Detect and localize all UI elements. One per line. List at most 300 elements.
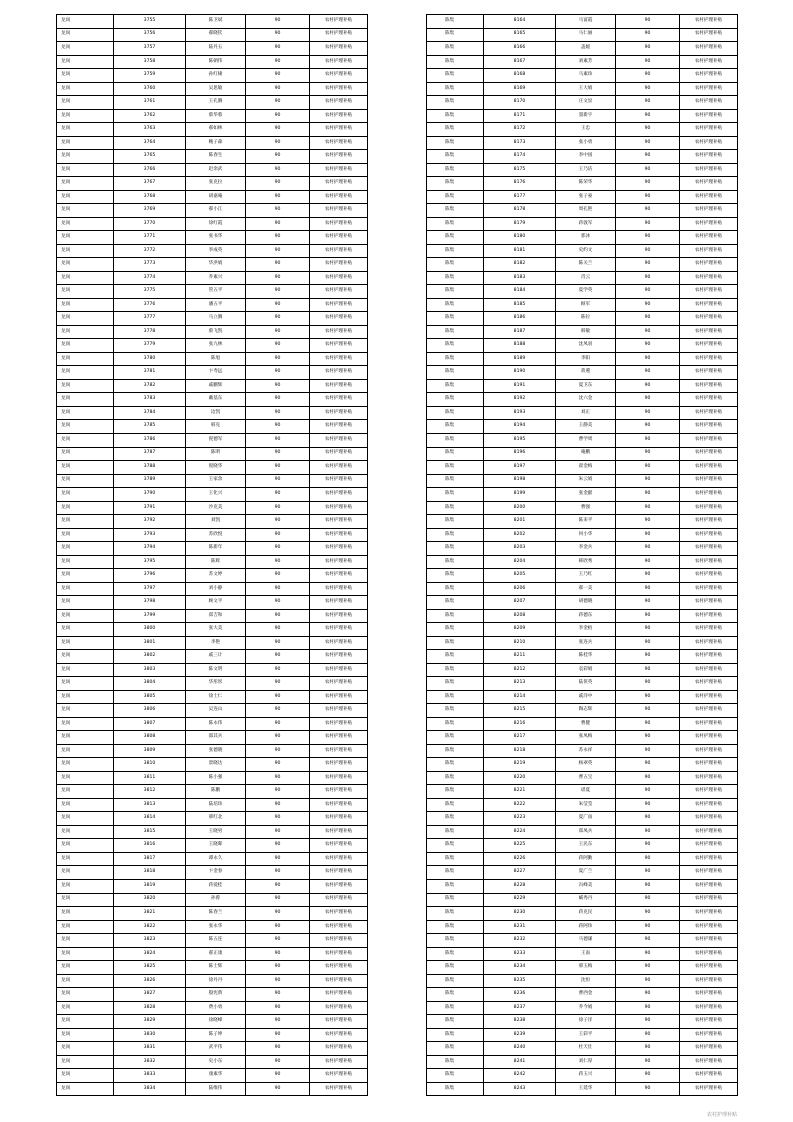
cell-name: 蒋敦军 <box>556 217 616 231</box>
table-row <box>57 163 368 177</box>
cell-town: 龙岗 <box>57 515 114 529</box>
cell-type: 农村护理补贴 <box>680 461 738 475</box>
cell-town: 陈集 <box>427 204 484 218</box>
cell-type: 农村护理补贴 <box>680 177 738 191</box>
cell-id: 3825 <box>114 961 186 975</box>
cell-amount: 90 <box>246 947 310 961</box>
table-row <box>427 812 738 826</box>
cell-amount: 90 <box>616 893 680 907</box>
table-row <box>427 934 738 948</box>
table-row <box>57 406 368 420</box>
cell-id: 3802 <box>114 650 186 664</box>
cell-amount: 90 <box>246 907 310 921</box>
cell-type: 农村护理补贴 <box>310 69 368 83</box>
cell-id: 3763 <box>114 123 186 137</box>
cell-name: 王民东 <box>556 839 616 853</box>
cell-amount: 90 <box>246 812 310 826</box>
cell-name: 夏广雨 <box>556 812 616 826</box>
cell-type: 农村护理补贴 <box>310 785 368 799</box>
cell-amount: 90 <box>616 528 680 542</box>
cell-type: 农村护理补贴 <box>310 920 368 934</box>
cell-amount: 90 <box>616 961 680 975</box>
cell-name: 王家余 <box>186 474 246 488</box>
cell-town: 陈集 <box>427 947 484 961</box>
cell-id: 8214 <box>484 690 556 704</box>
cell-id: 3817 <box>114 852 186 866</box>
cell-name: 陆侠英 <box>556 677 616 691</box>
cell-type: 农村护理补贴 <box>680 717 738 731</box>
cell-name: 刘小静 <box>186 582 246 596</box>
cell-id: 3762 <box>114 109 186 123</box>
cell-amount: 90 <box>616 934 680 948</box>
table-row <box>57 582 368 596</box>
cell-id: 8194 <box>484 420 556 434</box>
cell-id: 3803 <box>114 663 186 677</box>
cell-type: 农村护理补贴 <box>310 528 368 542</box>
cell-town: 龙岗 <box>57 961 114 975</box>
table-row <box>57 961 368 975</box>
cell-id: 8226 <box>484 852 556 866</box>
cell-name: 邢玉梅 <box>556 961 616 975</box>
cell-id: 8181 <box>484 244 556 258</box>
cell-id: 8229 <box>484 893 556 907</box>
table-row <box>427 758 738 772</box>
table-row <box>427 271 738 285</box>
cell-name: 戚鹏辉 <box>186 379 246 393</box>
table-row <box>427 447 738 461</box>
cell-type: 农村护理补贴 <box>680 542 738 556</box>
cell-name: 陈鹏 <box>186 785 246 799</box>
table-row <box>427 663 738 677</box>
cell-type: 农村护理补贴 <box>310 461 368 475</box>
cell-amount: 90 <box>246 704 310 718</box>
cell-id: 3820 <box>114 893 186 907</box>
cell-name: 徐丹丹 <box>186 974 246 988</box>
cell-amount: 90 <box>246 366 310 380</box>
cell-id: 8196 <box>484 447 556 461</box>
cell-name: 张凤梅 <box>556 731 616 745</box>
cell-id: 8205 <box>484 569 556 583</box>
table-row <box>427 1069 738 1083</box>
cell-type: 农村护理补贴 <box>680 447 738 461</box>
cell-amount: 90 <box>616 947 680 961</box>
cell-type: 农村护理补贴 <box>680 406 738 420</box>
cell-town: 陈集 <box>427 758 484 772</box>
cell-amount: 90 <box>616 501 680 515</box>
table-row <box>427 474 738 488</box>
table-row <box>57 1055 368 1069</box>
cell-town: 陈集 <box>427 488 484 502</box>
cell-amount: 90 <box>616 744 680 758</box>
cell-id: 3791 <box>114 501 186 515</box>
cell-name: 夏学英 <box>556 285 616 299</box>
table-row <box>57 28 368 42</box>
table-row <box>427 623 738 637</box>
table-row <box>427 204 738 218</box>
cell-town: 陈集 <box>427 744 484 758</box>
cell-type: 农村护理补贴 <box>310 15 368 29</box>
table-row <box>57 420 368 434</box>
cell-name: 史小东 <box>186 1055 246 1069</box>
cell-name: 王晓晖 <box>186 839 246 853</box>
cell-amount: 90 <box>246 839 310 853</box>
cell-amount: 90 <box>616 636 680 650</box>
cell-type: 农村护理补贴 <box>680 623 738 637</box>
cell-id: 3809 <box>114 744 186 758</box>
cell-id: 8167 <box>484 55 556 69</box>
cell-name: 张永华 <box>186 920 246 934</box>
left-subsidy-table <box>56 14 368 1096</box>
cell-id: 8184 <box>484 285 556 299</box>
cell-amount: 90 <box>616 907 680 921</box>
watermark: 农村护理补贴 <box>706 1112 737 1118</box>
cell-type: 农村护理补贴 <box>680 379 738 393</box>
cell-type: 农村护理补贴 <box>680 488 738 502</box>
cell-id: 8188 <box>484 339 556 353</box>
cell-id: 8201 <box>484 515 556 529</box>
cell-type: 农村护理补贴 <box>680 758 738 772</box>
cell-name: 郑吉和 <box>186 609 246 623</box>
cell-type: 农村护理补贴 <box>310 474 368 488</box>
cell-amount: 90 <box>246 136 310 150</box>
table-row <box>57 852 368 866</box>
table-row <box>57 433 368 447</box>
cell-type: 农村护理补贴 <box>680 812 738 826</box>
cell-type: 农村护理补贴 <box>310 582 368 596</box>
cell-name: 庵鹏 <box>556 447 616 461</box>
table-row <box>57 1028 368 1042</box>
cell-id: 8199 <box>484 488 556 502</box>
cell-name: 吴连山 <box>186 704 246 718</box>
cell-town: 陈集 <box>427 352 484 366</box>
cell-name: 陈明 <box>186 447 246 461</box>
cell-town: 陈集 <box>427 501 484 515</box>
cell-id: 3831 <box>114 1042 186 1056</box>
cell-type: 农村护理补贴 <box>310 406 368 420</box>
cell-town: 陈集 <box>427 717 484 731</box>
cell-amount: 90 <box>616 663 680 677</box>
cell-amount: 90 <box>246 866 310 880</box>
cell-type: 农村护理补贴 <box>680 920 738 934</box>
cell-amount: 90 <box>616 271 680 285</box>
table-row <box>57 825 368 839</box>
cell-amount: 90 <box>246 1028 310 1042</box>
cell-town: 龙岗 <box>57 812 114 826</box>
cell-name: 苏文婷 <box>186 569 246 583</box>
cell-name: 张九林 <box>186 339 246 353</box>
cell-id: 8237 <box>484 1001 556 1015</box>
cell-town: 陈集 <box>427 1082 484 1096</box>
cell-town: 陈集 <box>427 839 484 853</box>
cell-town: 龙岗 <box>57 717 114 731</box>
cell-amount: 90 <box>246 961 310 975</box>
table-row <box>427 947 738 961</box>
table-row <box>57 271 368 285</box>
cell-name: 张金献 <box>556 488 616 502</box>
table-row <box>427 339 738 353</box>
cell-name: 沈恒 <box>556 974 616 988</box>
cell-name: 马仁丽 <box>556 28 616 42</box>
table-row <box>57 15 368 29</box>
cell-type: 农村护理补贴 <box>680 974 738 988</box>
cell-amount: 90 <box>246 501 310 515</box>
table-row <box>57 785 368 799</box>
cell-town: 龙岗 <box>57 758 114 772</box>
cell-town: 龙岗 <box>57 825 114 839</box>
cell-town: 龙岗 <box>57 839 114 853</box>
cell-amount: 90 <box>616 974 680 988</box>
cell-amount: 90 <box>246 312 310 326</box>
table-row <box>57 663 368 677</box>
cell-name: 倪德军 <box>186 433 246 447</box>
cell-type: 农村护理补贴 <box>310 109 368 123</box>
cell-name: 陈文明 <box>186 663 246 677</box>
table-row <box>57 515 368 529</box>
cell-town: 龙岗 <box>57 312 114 326</box>
cell-id: 8202 <box>484 528 556 542</box>
table-row <box>427 839 738 853</box>
cell-id: 8176 <box>484 177 556 191</box>
cell-name: 殷宪典 <box>186 988 246 1002</box>
cell-town: 龙岗 <box>57 582 114 596</box>
cell-town: 龙岗 <box>57 798 114 812</box>
table-row <box>57 1082 368 1096</box>
table-row <box>427 744 738 758</box>
cell-name: 胡德晓 <box>556 596 616 610</box>
cell-town: 龙岗 <box>57 136 114 150</box>
table-row <box>427 636 738 650</box>
table-row <box>427 542 738 556</box>
cell-id: 8185 <box>484 298 556 312</box>
cell-name: 倪晓华 <box>186 461 246 475</box>
cell-id: 8233 <box>484 947 556 961</box>
table-row <box>427 907 738 921</box>
cell-town: 陈集 <box>427 704 484 718</box>
cell-id: 8209 <box>484 623 556 637</box>
cell-town: 陈集 <box>427 555 484 569</box>
table-row <box>427 1028 738 1042</box>
cell-town: 陈集 <box>427 798 484 812</box>
cell-name: 陈拉 <box>556 312 616 326</box>
cell-amount: 90 <box>246 542 310 556</box>
cell-town: 龙岗 <box>57 785 114 799</box>
cell-amount: 90 <box>246 393 310 407</box>
cell-type: 农村护理补贴 <box>310 798 368 812</box>
cell-id: 3780 <box>114 352 186 366</box>
cell-town: 陈集 <box>427 1042 484 1056</box>
cell-name: 李阳 <box>556 352 616 366</box>
cell-type: 农村护理补贴 <box>310 825 368 839</box>
cell-id: 3768 <box>114 190 186 204</box>
cell-amount: 90 <box>246 285 310 299</box>
cell-id: 8224 <box>484 825 556 839</box>
cell-type: 农村护理补贴 <box>310 177 368 191</box>
cell-id: 3781 <box>114 366 186 380</box>
cell-town: 陈集 <box>427 461 484 475</box>
cell-town: 龙岗 <box>57 488 114 502</box>
cell-type: 农村护理补贴 <box>310 852 368 866</box>
table-row <box>427 231 738 245</box>
cell-id: 3806 <box>114 704 186 718</box>
cell-type: 农村护理补贴 <box>680 82 738 96</box>
cell-id: 8207 <box>484 596 556 610</box>
cell-id: 3782 <box>114 379 186 393</box>
cell-type: 农村护理补贴 <box>680 474 738 488</box>
cell-type: 农村护理补贴 <box>310 204 368 218</box>
cell-name: 顾文平 <box>186 596 246 610</box>
cell-amount: 90 <box>246 325 310 339</box>
cell-amount: 90 <box>616 15 680 29</box>
cell-amount: 90 <box>616 1069 680 1083</box>
cell-type: 农村护理补贴 <box>310 488 368 502</box>
table-row <box>57 528 368 542</box>
table-row <box>427 555 738 569</box>
cell-amount: 90 <box>616 569 680 583</box>
cell-name: 何小华 <box>556 528 616 542</box>
cell-town: 龙岗 <box>57 677 114 691</box>
cell-amount: 90 <box>616 988 680 1002</box>
cell-name: 陈春生 <box>186 150 246 164</box>
cell-type: 农村护理补贴 <box>310 42 368 56</box>
cell-town: 龙岗 <box>57 447 114 461</box>
cell-name: 王大娟 <box>556 82 616 96</box>
cell-name: 陈春兰 <box>186 907 246 921</box>
cell-name: 张连兵 <box>556 636 616 650</box>
cell-name: 杜天壮 <box>556 1042 616 1056</box>
cell-name: 陈子坤 <box>186 1028 246 1042</box>
cell-town: 龙岗 <box>57 474 114 488</box>
cell-type: 农村护理补贴 <box>310 1015 368 1029</box>
cell-town: 陈集 <box>427 1055 484 1069</box>
cell-amount: 90 <box>246 555 310 569</box>
cell-name: 陈关兰 <box>556 258 616 272</box>
cell-amount: 90 <box>616 69 680 83</box>
table-row <box>57 204 368 218</box>
cell-town: 陈集 <box>427 988 484 1002</box>
cell-town: 龙岗 <box>57 204 114 218</box>
cell-town: 龙岗 <box>57 15 114 29</box>
cell-town: 龙岗 <box>57 880 114 894</box>
cell-amount: 90 <box>246 28 310 42</box>
table-row <box>57 69 368 83</box>
table-row <box>57 569 368 583</box>
table-row <box>427 961 738 975</box>
cell-town: 龙岗 <box>57 82 114 96</box>
cell-amount: 90 <box>616 339 680 353</box>
cell-amount: 90 <box>246 109 310 123</box>
cell-type: 农村护理补贴 <box>310 55 368 69</box>
cell-id: 8225 <box>484 839 556 853</box>
cell-amount: 90 <box>616 420 680 434</box>
cell-type: 农村护理补贴 <box>680 731 738 745</box>
cell-amount: 90 <box>616 447 680 461</box>
table-row <box>57 488 368 502</box>
cell-name: 蒋德东 <box>556 609 616 623</box>
cell-amount: 90 <box>616 55 680 69</box>
cell-town: 陈集 <box>427 650 484 664</box>
cell-town: 陈集 <box>427 582 484 596</box>
table-row <box>427 569 738 583</box>
cell-town: 陈集 <box>427 312 484 326</box>
cell-town: 龙岗 <box>57 244 114 258</box>
cell-id: 3810 <box>114 758 186 772</box>
table-row <box>57 920 368 934</box>
cell-amount: 90 <box>246 663 310 677</box>
cell-id: 3798 <box>114 596 186 610</box>
cell-type: 农村护理补贴 <box>310 244 368 258</box>
cell-type: 农村护理补贴 <box>680 204 738 218</box>
cell-town: 陈集 <box>427 474 484 488</box>
left-table-body <box>57 15 368 1096</box>
cell-type: 农村护理补贴 <box>680 650 738 664</box>
cell-amount: 90 <box>246 934 310 948</box>
cell-id: 8198 <box>484 474 556 488</box>
cell-amount: 90 <box>246 515 310 529</box>
cell-town: 龙岗 <box>57 771 114 785</box>
cell-amount: 90 <box>246 190 310 204</box>
cell-town: 龙岗 <box>57 298 114 312</box>
cell-amount: 90 <box>246 785 310 799</box>
cell-amount: 90 <box>246 258 310 272</box>
cell-amount: 90 <box>616 920 680 934</box>
cell-amount: 90 <box>246 636 310 650</box>
cell-town: 陈集 <box>427 136 484 150</box>
cell-id: 3771 <box>114 231 186 245</box>
cell-type: 农村护理补贴 <box>680 1001 738 1015</box>
cell-town: 陈集 <box>427 920 484 934</box>
cell-id: 8213 <box>484 677 556 691</box>
table-row <box>57 839 368 853</box>
cell-id: 3834 <box>114 1082 186 1096</box>
cell-type: 农村护理补贴 <box>310 298 368 312</box>
cell-type: 农村护理补贴 <box>310 988 368 1002</box>
cell-town: 陈集 <box>427 433 484 447</box>
cell-town: 陈集 <box>427 731 484 745</box>
cell-town: 陈集 <box>427 69 484 83</box>
cell-name: 乔今娟 <box>556 1001 616 1015</box>
cell-town: 龙岗 <box>57 393 114 407</box>
cell-type: 农村护理补贴 <box>680 42 738 56</box>
cell-type: 农村护理补贴 <box>310 555 368 569</box>
cell-id: 3814 <box>114 812 186 826</box>
cell-amount: 90 <box>616 798 680 812</box>
cell-town: 龙岗 <box>57 123 114 137</box>
cell-name: 费小勇 <box>186 1001 246 1015</box>
cell-name: 蔡飞凯 <box>186 325 246 339</box>
cell-town: 陈集 <box>427 1069 484 1083</box>
right-table-body <box>427 15 738 1096</box>
cell-type: 农村护理补贴 <box>310 744 368 758</box>
cell-type: 农村护理补贴 <box>310 690 368 704</box>
cell-town: 陈集 <box>427 907 484 921</box>
table-row <box>57 974 368 988</box>
cell-id: 3823 <box>114 934 186 948</box>
cell-town: 龙岗 <box>57 406 114 420</box>
cell-amount: 90 <box>616 623 680 637</box>
cell-id: 8215 <box>484 704 556 718</box>
cell-id: 3800 <box>114 623 186 637</box>
cell-name: 陈来平 <box>556 515 616 529</box>
cell-name: 马德谦 <box>556 934 616 948</box>
cell-name: 乔素兴 <box>186 271 246 285</box>
table-row <box>427 258 738 272</box>
table-row <box>427 825 738 839</box>
cell-town: 龙岗 <box>57 1015 114 1029</box>
cell-town: 陈集 <box>427 163 484 177</box>
cell-id: 3755 <box>114 15 186 29</box>
table-row <box>427 704 738 718</box>
cell-town: 陈集 <box>427 406 484 420</box>
